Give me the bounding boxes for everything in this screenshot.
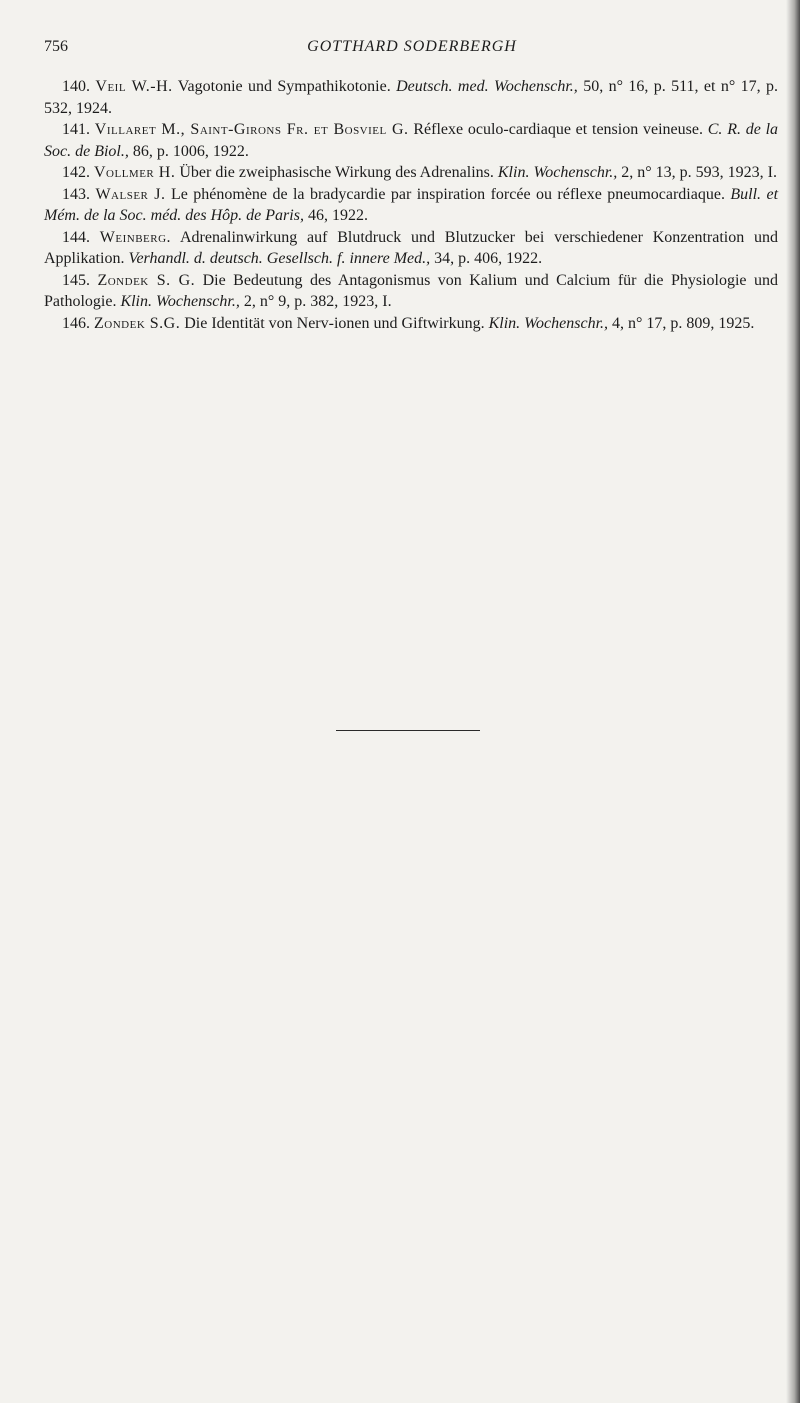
reference-entry [44,162,778,184]
reference-entry [44,119,778,162]
reference-author: Walser J. [95,185,166,203]
reference-journal: Klin. Wochenschr., [488,314,609,332]
end-rule [336,730,480,731]
reference-title: Adrenalinwirkung auf Blutdruck und Blutzucker bei verschiedener Konzentration und Applikation. [44,228,779,267]
reference-details: 2, n° 9, p. 382, 1923, I. [243,293,392,310]
page-edge-shadow [786,0,800,1403]
page-number: 756 [44,38,68,55]
reference-number: 143. [62,185,90,203]
reference-number: 141. [62,121,90,138]
reference-title: Réflexe oculo-cardiaque et tension veineuse. [413,121,703,138]
reference-entry [44,270,778,313]
reference-journal: Verhandl. d. deutsch. Gesellsch. f. innere Med., [128,250,431,267]
reference-number: 140. [62,78,90,95]
reference-title: Vagotonie und Sympathikotonie. [177,78,391,95]
reference-journal: Klin. Wochenschr., [497,164,618,181]
reference-author: Weinberg. [99,228,172,246]
reference-number: 144. [62,228,90,246]
reference-author: Zondek S.G. [94,314,181,332]
reference-details: 46, 1922. [307,207,368,224]
reference-journal: Deutsch. med. Wochenschr., [396,78,578,95]
running-title: GOTTHARD SODERBERGH [307,38,517,55]
reference-entry [44,184,778,227]
reference-title: Die Identität von Nerv-ionen und Giftwirkung. [184,314,485,332]
reference-number: 145. [62,271,90,289]
reference-entry [44,313,778,335]
reference-entry [44,76,778,119]
reference-author: Vollmer H. [94,164,176,181]
reference-details: 50, n° 16, p. 511, et n° 17, p. 532, 1924. [44,78,779,117]
reference-author: Villaret M., Saint-Girons Fr. et Bosviel G. [94,121,409,138]
reference-journal: Klin. Wochenschr., [120,293,240,310]
reference-list [44,76,778,334]
reference-title: Le phénomène de la bradycardie par inspiration forcée ou réflexe pneumocardiaque. [170,185,725,203]
reference-title: Über die zweiphasische Wirkung des Adrenalins. [179,164,494,181]
page-header [44,38,780,62]
reference-details: 2, n° 13, p. 593, 1923, I. [621,164,778,181]
reference-details: 34, p. 406, 1922. [434,250,543,267]
reference-title: Die Bedeutung des Antagonismus von Kalium und Calcium für die Physiologie und Pathologie. [44,271,778,310]
reference-author: Zondek S. G. [97,271,196,289]
reference-journal: C. R. de la Soc. de Biol., [44,121,779,160]
reference-journal: Bull. et Mém. de la Soc. méd. des Hôp. de Paris, [44,185,779,224]
reference-number: 146. [62,314,90,332]
reference-entry [44,227,778,270]
reference-number: 142. [62,164,90,181]
reference-author: Veil W.-H. [95,78,173,95]
reference-details: 86, p. 1006, 1922. [132,142,249,160]
reference-details: 4, n° 17, p. 809, 1925. [612,314,755,332]
